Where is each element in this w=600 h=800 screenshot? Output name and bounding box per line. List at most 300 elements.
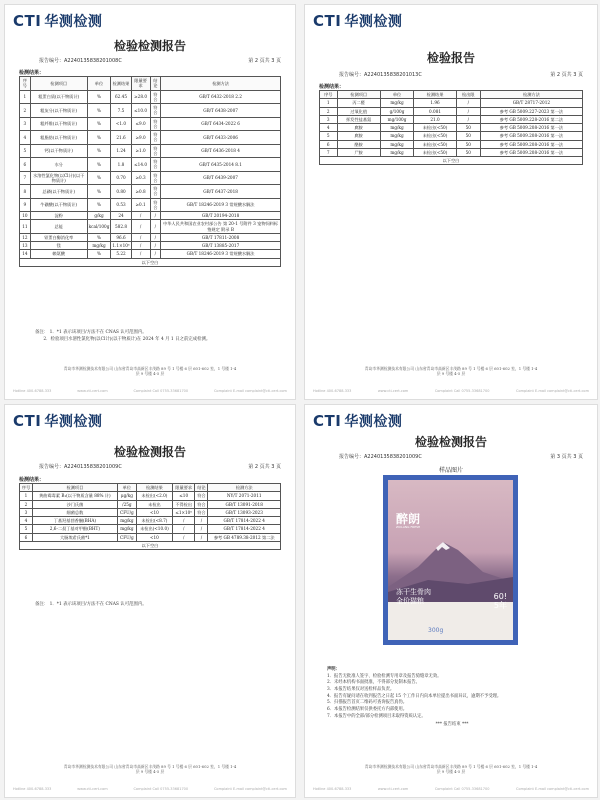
table-cell: 1.1×10³ (112, 243, 130, 248)
table-cell: 粗纤维(以干物质计) (30, 117, 87, 131)
table-cell: ≤1×10⁶ (172, 508, 195, 516)
column-header: 限量要求 (172, 484, 195, 492)
table-cell: 6 (20, 158, 31, 172)
table-cell: / (172, 533, 195, 541)
table-row (20, 104, 281, 118)
table-cell: GB/T 17814-2022 4 (208, 517, 281, 525)
table-row (20, 492, 281, 500)
table-cell: / (195, 533, 208, 541)
hotline-bar: Hotline 400-6788-333 www.cti-cert.com Complaint Call 0755-33681700 Complaint E-mail complaint@cti-cert.com (13, 787, 287, 791)
table-cell: GB/T 6433-2006 (161, 131, 281, 145)
table-cell: mg/kg (380, 124, 413, 132)
table-cell: <10 (136, 533, 172, 541)
declaration-item: 2．未经本机构书面批准，不得部分复制本报告。 (327, 680, 420, 686)
table-cell: mg/100g (380, 115, 413, 123)
table-cell: ≥28.0 (131, 90, 150, 104)
table-cell: 13 (20, 242, 31, 250)
table-cell: 总能 (30, 220, 87, 234)
report-meta (319, 71, 583, 78)
table-cell: / (131, 212, 150, 220)
column-header: 检测项目 (337, 91, 380, 99)
page-title: 检验检测报告 (113, 39, 186, 53)
table-cell: 0.53 (111, 198, 131, 212)
table-row (320, 132, 583, 140)
table-cell: ≥1.0 (131, 144, 150, 158)
result-table (19, 483, 281, 550)
table-cell: 未检出(<50) (414, 140, 457, 148)
page-title: 检验检测报告 (414, 435, 487, 449)
table-cell: / (131, 250, 150, 258)
table-cell: 丙二醛 (337, 99, 380, 107)
table-cell: GB/T 13093-2023 (208, 508, 281, 516)
column-header: 检测方法 (161, 77, 281, 91)
table-cell: ≥9.0 (131, 131, 150, 145)
table-cell: μg/kg (117, 492, 136, 500)
table-cell: g/kg (87, 212, 111, 220)
notes (35, 329, 281, 343)
table-row (20, 500, 281, 508)
sample-photo-label: 样品图片 (438, 467, 463, 474)
report-page-4 (304, 404, 598, 798)
table-cell: % (87, 185, 111, 199)
table-cell: % (87, 104, 111, 118)
table-cell: mg/kg (380, 148, 413, 156)
table-row (320, 107, 583, 115)
table-cell: 胃蛋白酶消化率 (30, 233, 87, 241)
page-title: 检验检测报告 (113, 445, 186, 459)
table-cell: mg/kg (380, 99, 413, 107)
table-cell: 符合 (150, 185, 161, 199)
result-table (319, 90, 583, 165)
table-cell: ≤10 (172, 492, 195, 500)
product-side-text: 60! 5年 (493, 592, 507, 611)
table-row (20, 508, 281, 516)
table-row (20, 517, 281, 525)
table-cell: % (87, 90, 111, 104)
table-cell: 符合 (150, 90, 161, 104)
declaration-list (327, 674, 577, 721)
table-cell: 参考 GB 5009.208-2016 第一法 (480, 132, 582, 140)
product-package (388, 480, 513, 640)
table-cell: 12 (20, 233, 31, 241)
cti-logo: CTI 华测检测 (13, 12, 103, 30)
table-cell: 沙门氏菌 (32, 500, 117, 508)
note-line: 备注： 1．*1 表示该项目/方法不在 CNAS 认可范围内。 (35, 602, 147, 607)
table-row (20, 117, 281, 131)
table-cell: 腐胺 (337, 124, 380, 132)
declaration-item: 5．扫描报告首页二维码可查询报告真伪。 (327, 700, 408, 706)
declaration-item: 7．本报告中的全部/部分检测项目未取得资质认定。 (327, 713, 426, 719)
product-name: 冻干生骨肉 全价猫粮 (396, 588, 431, 606)
table-cell: 符合 (150, 131, 161, 145)
table-cell: / (150, 220, 161, 234)
hotline-bar: Hotline 400-6788-333 www.cti-cert.com Complaint Call 0755-33681700 Complaint E-mail complaint@cti-cert.com (13, 389, 287, 393)
table-cell: 21.6 (111, 131, 131, 145)
note-line: 备注： 1．*1 表示该项目/方法不在 CNAS 认可范围内。 (35, 330, 147, 335)
table-cell: 酪胺 (337, 140, 380, 148)
hotline-bar: Hotline 400-6788-333 www.cti-cert.com Complaint Call 0755-33681700 Complaint E-mail complaint@cti-cert.com (313, 787, 589, 791)
table-cell: ≤10.0 (131, 104, 150, 118)
table-cell: GB/T 6434-2022 6 (161, 117, 281, 131)
table-row (20, 198, 281, 212)
table-cell: 1 (20, 492, 33, 500)
report-end: *** 报告结束 *** (435, 722, 469, 728)
table-row (20, 533, 281, 541)
table-cell: 不得检出 (172, 500, 195, 508)
hotline-bar: Hotline 400-6788-333 www.cti-cert.com Complaint Call 0755-33681700 Complaint E-mail complaint@cti-cert.com (313, 389, 589, 393)
table-cell: 参考 GB 5009.208-2016 第一法 (480, 140, 582, 148)
table-row (20, 131, 281, 145)
table-cell: 50 (456, 140, 480, 148)
table-cell: 4 (320, 124, 338, 132)
table-cell: GB/T 6436-2018 4 (161, 144, 281, 158)
product-brand: 醉朗 (396, 512, 421, 526)
table-end-row (20, 541, 281, 549)
table-cell: 11 (20, 220, 31, 234)
product-weight: 300g (428, 627, 444, 634)
table-row (20, 171, 281, 185)
table-cell: 细菌总数 (32, 508, 117, 516)
table-cell: 未检出(<2.0) (136, 492, 172, 500)
table-cell: 水分 (30, 158, 87, 172)
table-cell: mg/kg (117, 517, 136, 525)
table-row (20, 233, 281, 241)
table-cell: mg/kg (380, 132, 413, 140)
table-cell: 24 (111, 212, 131, 220)
table-cell: 符合 (150, 117, 161, 131)
table-cell: / (456, 107, 480, 115)
page-number: 第 2 页共 3 页 (248, 58, 281, 64)
column-header: 检测项目 (32, 484, 117, 492)
footer-address: 青岛市华测检测技术有限公司 山东省青岛市高新区丰茂路 89 号 1 号楼 6 层 601-602 室，1 号楼 1-4 层 9 号楼 4-5 层 (364, 763, 538, 775)
table-cell: GB/T 17811-2008 (161, 233, 281, 241)
column-header: 检测项目 (30, 77, 87, 91)
table-cell: 符合 (150, 198, 161, 212)
table-row (20, 158, 281, 172)
table-cell: 4 (20, 131, 31, 145)
declaration (327, 667, 577, 729)
report-number: 报告编号：A2240135838201009C (39, 464, 122, 470)
table-cell: 7 (320, 148, 338, 156)
table-cell: 粗灰分(以干物质计) (30, 104, 87, 118)
table-cell: GB/T 6437-2018 (161, 185, 281, 199)
table-cell: 62.45 (111, 90, 131, 104)
footer-address: 青岛市华测检测技术有限公司 山东省青岛市高新区丰茂路 89 号 1 号楼 6 层 601-602 室，1 号楼 1-4 层 9 号楼 4-5 层 (63, 763, 237, 775)
table-cell: 1 (320, 99, 338, 107)
table-cell: % (87, 233, 111, 241)
table-cell: 未检出(<50) (414, 124, 457, 132)
table-cell: CFU/g (117, 533, 136, 541)
table-cell: / (195, 517, 208, 525)
declaration-item: 4．报告有疑问请在收到报告之日起 15 个工作日内向本单位提出书面异议，逾期不予受理。 (327, 693, 502, 699)
table-header-row (20, 77, 281, 91)
table-cell: / (150, 250, 161, 258)
table-cell: 6 (20, 533, 33, 541)
report-meta (319, 453, 583, 460)
table-cell: / (195, 525, 208, 533)
table-row (20, 212, 281, 220)
table-cell: 符合 (195, 500, 208, 508)
table-cell: 3 (20, 117, 31, 131)
table-row (20, 90, 281, 104)
table-row (20, 220, 281, 234)
table-cell: 参考 GB 4789.38-2012 第二法 (208, 533, 281, 541)
table-cell: mg/kg (380, 140, 413, 148)
table-cell: GB/T 6435-2014 8.1 (161, 158, 281, 172)
cti-logo: CTI 华测检测 (313, 412, 403, 430)
table-cell: 5 (20, 144, 31, 158)
table-cell: 7.5 (111, 104, 131, 118)
table-cell: 符合 (150, 158, 161, 172)
page-number: 第 2 页共 3 页 (550, 72, 583, 78)
table-cell: % (87, 198, 111, 212)
footer-address: 青岛市华测检测技术有限公司 山东省青岛市高新区丰茂路 89 号 1 号楼 6 层 601-602 室，1 号楼 1-4 层 9 号楼 4-5 层 (364, 365, 538, 377)
table-row (20, 242, 281, 250)
table-row (20, 250, 281, 258)
table-cell: / (131, 242, 150, 250)
table-cell: / (150, 212, 161, 220)
table-cell: 符合 (195, 508, 208, 516)
table-cell: 符合 (150, 144, 161, 158)
table-cell: / (172, 517, 195, 525)
cti-logo: CTI 华测检测 (13, 412, 103, 430)
column-header: 序号 (20, 484, 33, 492)
table-cell: 10 (20, 212, 31, 220)
table-cell: / (150, 242, 161, 250)
table-cell: ≥0.3 (131, 171, 150, 185)
table-cell: 3 (20, 508, 33, 516)
table-cell: 丁基羟基茴香醚(BHA) (32, 517, 117, 525)
table-header-row (320, 91, 583, 99)
table-cell: /25g (117, 500, 136, 508)
table-row (320, 148, 583, 156)
table-cell: ≤9.0 (131, 117, 150, 131)
table-row (320, 115, 583, 123)
table-cell: 符合 (150, 171, 161, 185)
notes (35, 601, 281, 608)
table-cell: 参考 GB 5009.227-2023 第一法 (480, 107, 582, 115)
declaration-title: 声明： (327, 667, 340, 672)
table-cell: 96.6 (111, 233, 131, 241)
table-row (20, 144, 281, 158)
table-cell: 50 (456, 124, 480, 132)
table-cell: 8 (20, 185, 31, 199)
table-cell: 4 (20, 517, 33, 525)
table-cell: GB/T 28717-2012 (480, 99, 582, 107)
column-header: 结论 (195, 484, 208, 492)
table-cell: 赖氨酸 (30, 250, 87, 258)
section-label: 检测结果： (319, 84, 345, 90)
table-cell: % (87, 144, 111, 158)
table-cell: 未检出(<50) (414, 132, 457, 140)
declaration-item: 6．本报告检测结果仅供委托方内部使用。 (327, 706, 408, 712)
table-cell: GB/T 13885-2017 (161, 242, 281, 250)
table-cell: GB/T 6439-2007 (161, 171, 281, 185)
table-cell: 牛磺酸(以干物质计) (30, 198, 87, 212)
table-cell: 7 (20, 171, 31, 185)
table-cell: 总磷(以干物质计) (30, 185, 87, 199)
table-cell: 粗脂肪(以干物质计) (30, 131, 87, 145)
report-page-2 (304, 4, 598, 400)
table-cell: 5 (320, 132, 338, 140)
column-header: 检测方法 (208, 484, 281, 492)
table-cell: kcal/100g (87, 220, 111, 234)
table-cell: 黄曲霉毒素 B₁(以干物质含量 88% 计) (32, 492, 117, 500)
table-cell: 腐胺 (337, 132, 380, 140)
column-header: 单位 (117, 484, 136, 492)
table-cell: / (131, 233, 150, 241)
cti-logo: CTI 华测检测 (313, 12, 403, 30)
report-number: 报告编号：A2240135838201008C (39, 58, 122, 64)
table-cell: 未检出(<10.0) (136, 525, 172, 533)
table-cell: 粗蛋白质(以干物质计) (30, 90, 87, 104)
table-cell: 9 (20, 198, 31, 212)
table-cell: GB/T 20194-2018 (161, 212, 281, 220)
table-cell: 2 (320, 107, 338, 115)
column-header: 检测结果 (111, 77, 131, 91)
table-end-row (320, 157, 583, 165)
report-meta (19, 463, 281, 470)
table-cell: g/100g (380, 107, 413, 115)
table-cell: 水溶性氯化物(以Cl计)(以干物质计) (30, 171, 87, 185)
page-title: 检验报告 (426, 51, 475, 65)
table-end-note: 以下空白 (320, 157, 583, 165)
table-cell: 过氧化值 (337, 107, 380, 115)
table-row (320, 140, 583, 148)
table-cell: 1.8 (111, 158, 131, 172)
report-number: 报告编号：A2240135838201009C (339, 454, 422, 460)
table-row (320, 124, 583, 132)
table-cell: 中华人民共和国农业农村部公告 第 20-1 号附件 3 宠物饲料标签规定 附录 B (161, 220, 281, 234)
table-cell: / (456, 99, 480, 107)
table-end-row (20, 258, 281, 266)
table-cell: ≥0.8 (131, 185, 150, 199)
table-cell: GB/T 6432-2018 2.2 (161, 90, 281, 104)
table-header-row (20, 484, 281, 492)
table-cell: 2 (20, 104, 31, 118)
table-cell: mg/kg (87, 242, 111, 250)
table-cell: % (87, 131, 111, 145)
table-cell: 2,6-二叔丁基对甲酚(BHT) (32, 525, 117, 533)
table-cell: 参考 GB 5009.208-2016 第一法 (480, 148, 582, 156)
table-cell: GB/T 18246-2019 3 常规酸水解法 (161, 198, 281, 212)
report-page-1 (4, 4, 296, 400)
table-cell: GB/T 13091-2018 (208, 500, 281, 508)
table-end-note: 以下空白 (20, 258, 281, 266)
column-header: 检测方法 (480, 91, 582, 99)
table-cell: / (150, 233, 161, 241)
table-cell: / (456, 115, 480, 123)
footer-address: 青岛市华测检测技术有限公司 山东省青岛市高新区丰茂路 89 号 1 号楼 6 层 601-602 室，1 号楼 1-4 层 9 号楼 4-5 层 (63, 365, 237, 377)
column-header: 检测结果 (414, 91, 457, 99)
result-table (19, 76, 281, 267)
table-cell: 符合 (150, 104, 161, 118)
table-cell: 21.0 (414, 115, 457, 123)
table-cell: 5 (20, 525, 33, 533)
table-row (20, 185, 281, 199)
table-cell: 50 (456, 132, 480, 140)
table-cell: <10 (136, 508, 172, 516)
report-meta (19, 57, 281, 64)
column-header: 结论 (150, 77, 161, 91)
table-cell: 未检出(<8.7) (136, 517, 172, 525)
table-cell: 参考 GB 5009.228-2016 第二法 (480, 115, 582, 123)
table-row (20, 525, 281, 533)
table-cell: 尸胺 (337, 148, 380, 156)
table-cell: 挥发性盐基氮 (337, 115, 380, 123)
table-row (320, 99, 583, 107)
table-cell: 50 (456, 148, 480, 156)
table-cell: 淀粉 (30, 212, 87, 220)
page-number: 第 2 页共 3 页 (248, 464, 281, 470)
table-cell: GB/T 17814-2022 4 (208, 525, 281, 533)
report-page-3 (4, 404, 296, 798)
table-cell: % (87, 250, 111, 258)
column-header: 检测结果 (136, 484, 172, 492)
table-cell: mg/kg (117, 525, 136, 533)
table-cell: % (87, 117, 111, 131)
table-cell: 镁 (30, 242, 87, 250)
table-cell: 符合 (195, 492, 208, 500)
table-cell: 参考 GB 5009.208-2016 第一法 (480, 124, 582, 132)
table-cell: 582.8 (111, 220, 131, 234)
table-cell: CFU/g (117, 508, 136, 516)
report-number: 报告编号：A2240135838201013C (339, 72, 422, 78)
table-cell: 3 (320, 115, 338, 123)
table-cell: GB/T 6438-2007 (161, 104, 281, 118)
table-cell: ≤14.0 (131, 158, 150, 172)
section-label: 检测结果： (19, 70, 45, 76)
table-cell: / (131, 220, 150, 234)
product-brand-sub: ZUILANG FRESH (396, 525, 421, 529)
column-header: 单位 (87, 77, 111, 91)
declaration-item: 3．本报告结果仅对送检样品负责。 (327, 686, 395, 692)
table-cell: 1.24 (111, 144, 131, 158)
section-label: 检测结果： (19, 477, 45, 483)
table-cell: 14 (20, 250, 31, 258)
table-cell: / (172, 525, 195, 533)
table-cell: 1 (20, 90, 31, 104)
table-cell: % (87, 158, 111, 172)
note-line: 2．检验项目水溶性氯化物(以Cl计)(以干物质计)在 2024 年 4 月 1 日之前完成检测。 (35, 337, 211, 343)
table-cell: GB/T 18246-2019 3 常规酸水解法 (161, 250, 281, 258)
column-header: 序号 (20, 77, 31, 91)
column-header: 单位 (380, 91, 413, 99)
page-number: 第 3 页共 3 页 (550, 454, 583, 460)
column-header: 限量要求 (131, 77, 150, 91)
table-cell: 0.80 (111, 185, 131, 199)
declaration-item: 1．报告无批准人签字、检验检测专用章及报告骑缝章无效。 (327, 673, 442, 679)
table-cell: 5.22 (111, 250, 131, 258)
table-cell: 1.96 (414, 99, 457, 107)
column-header: 序号 (320, 91, 338, 99)
table-cell: 未检出(<50) (414, 148, 457, 156)
table-cell: 6 (320, 140, 338, 148)
table-cell: 未检出 (136, 500, 172, 508)
table-end-note: 以下空白 (20, 541, 281, 549)
table-cell: 大肠埃希氏菌*1 (32, 533, 117, 541)
table-cell: 0.70 (111, 171, 131, 185)
table-cell: 钙(以干物质计) (30, 144, 87, 158)
table-cell: <1.0 (111, 117, 131, 131)
table-cell: % (87, 171, 111, 185)
table-cell: NY/T 2071-2011 (208, 492, 281, 500)
table-cell: 0.081 (414, 107, 457, 115)
table-cell: ≥0.1 (131, 198, 150, 212)
sample-photo (383, 475, 518, 645)
column-header: 检出限 (456, 91, 480, 99)
table-cell: 2 (20, 500, 33, 508)
